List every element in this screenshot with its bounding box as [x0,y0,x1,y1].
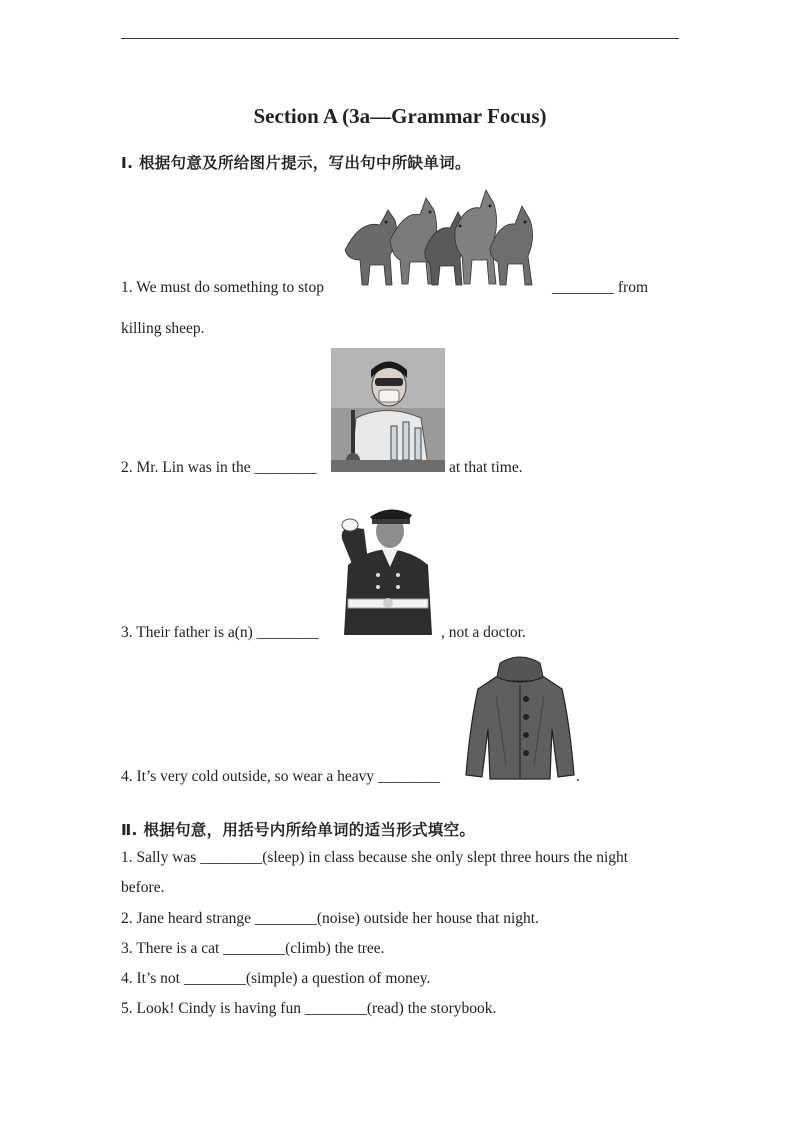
p1-q2-tail: at that time. [449,459,523,476]
p2-q5-text: 5. Look! Cindy is having fun ________(read) the storybook. [121,1000,497,1017]
p2-q1-continued: before. [121,879,165,896]
part1-heading: Ⅰ. 根据句意及所给图片提示，写出句中所缺单词。 [121,154,471,172]
p1-q1-continued: killing sheep. [121,320,205,337]
header-rule [121,38,679,39]
p1-q2-text: 2. Mr. Lin was in the ________ [121,459,317,476]
p2-q4-text: 4. It’s not ________(simple) a question of money. [121,970,431,987]
p1-q4-text: 4. It’s very cold outside, so wear a heavy ________ [121,768,440,785]
lab-scientist-image [331,348,445,472]
p1-q4-tail: . [576,768,580,785]
police-officer-image [334,505,442,635]
page-title: Section A (3a—Grammar Focus) [253,104,547,128]
p1-q1-blank: ________ from [552,279,649,296]
wolves-image [340,180,548,290]
p1-q3-text: 3. Their father is a(n) ________ [121,624,319,641]
p2-q1-text: 1. Sally was ________(sleep) in class because she only slept three hours the night [121,849,629,866]
p1-q3-tail: , not a doctor. [441,624,526,641]
part2-heading: Ⅱ. 根据句意，用括号内所给单词的适当形式填空。 [121,821,476,839]
jacket-image [462,655,578,785]
p2-q2-text: 2. Jane heard strange ________(noise) outside her house that night. [121,910,539,927]
p1-q1-text: 1. We must do something to stop [121,279,324,296]
p2-q3-text: 3. There is a cat ________(climb) the tree. [121,940,385,957]
